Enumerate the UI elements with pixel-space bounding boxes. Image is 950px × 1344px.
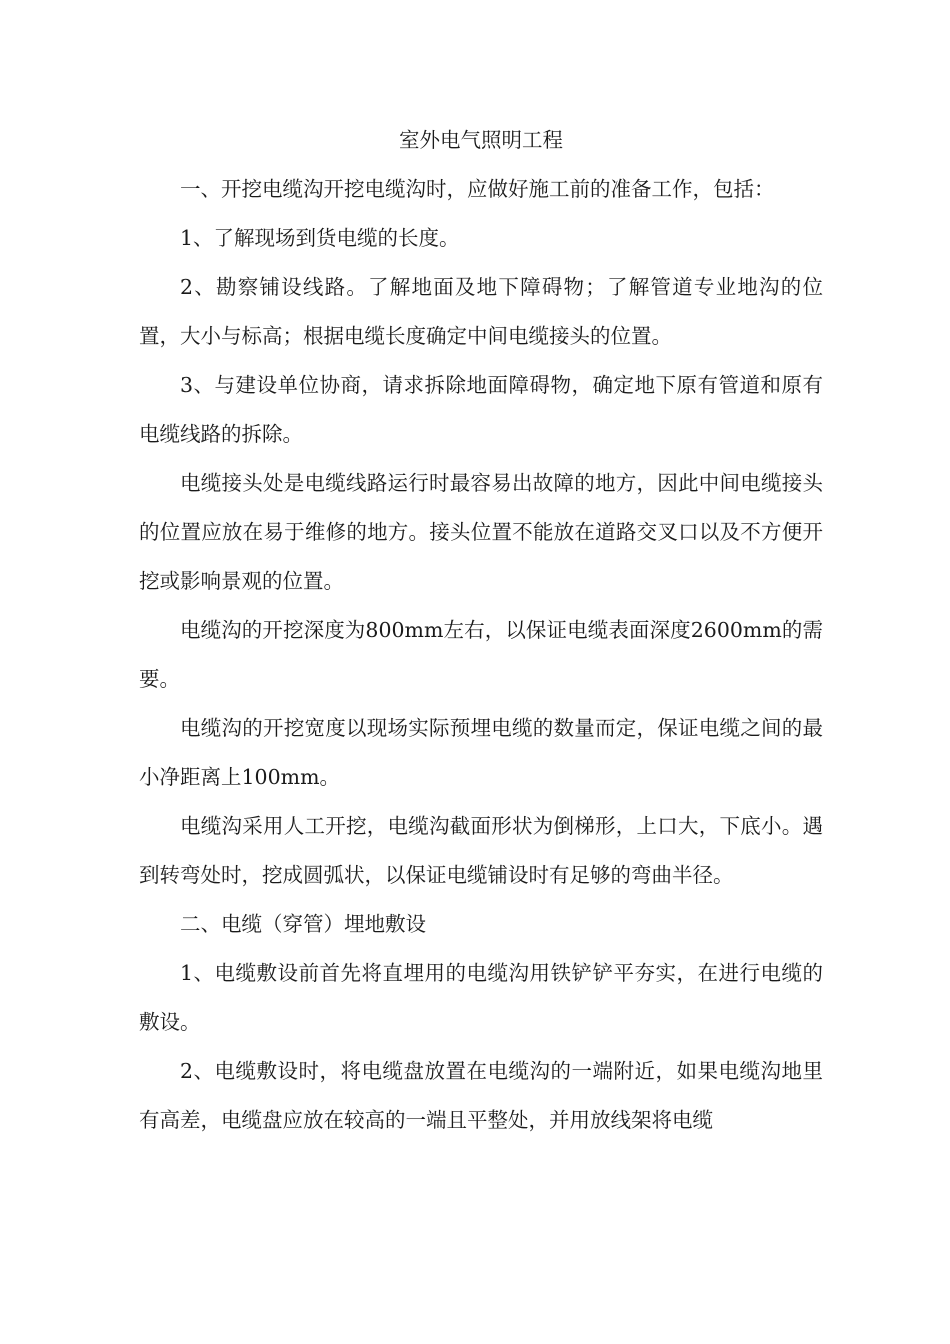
paragraph-10: 2、电缆敷设时，将电缆盘放置在电缆沟的一端附近，如果电缆沟地里有高差，电缆盘应放在较高的一端且平整处，并用放线架将电缆: [139, 1059, 823, 1132]
section-heading-2: 二、电缆（穿管）埋地敷设: [180, 912, 426, 936]
paragraph-5: 电缆接头处是电缆线路运行时最容易出故障的地方，因此中间电缆接头的位置应放在易于维修的地方。接头位置不能放在道路交叉口以及不方便开挖或影响景观的位置。: [139, 471, 823, 593]
paragraph-6: 电缆沟的开挖深度为800mm左右，以保证电缆表面深度2600mm的需要。: [139, 618, 823, 691]
paragraph-7: 电缆沟的开挖宽度以现场实际预埋电缆的数量而定，保证电缆之间的最小净距离上100mm。: [139, 716, 823, 789]
paragraph-1: 一、开挖电缆沟开挖电缆沟时，应做好施工前的准备工作，包括：: [180, 177, 775, 201]
document-body: [139, 116, 823, 1145]
document-title: 室外电气照明工程: [399, 128, 563, 152]
paragraph-3: 2、勘察铺设线路。了解地面及地下障碍物；了解管道专业地沟的位置，大小与标高；根据电缆长度确定中间电缆接头的位置。: [139, 275, 823, 348]
paragraph-2: 1、了解现场到货电缆的长度。: [180, 226, 460, 250]
paragraph-4: 3、与建设单位协商，请求拆除地面障碍物，确定地下原有管道和原有电缆线路的拆除。: [139, 373, 823, 446]
paragraph-8: 电缆沟采用人工开挖，电缆沟截面形状为倒梯形，上口大，下底小。遇到转弯处时，挖成圆弧状，以保证电缆铺设时有足够的弯曲半径。: [139, 814, 823, 887]
paragraph-9: 1、电缆敷设前首先将直埋用的电缆沟用铁铲铲平夯实，在进行电缆的敷设。: [139, 961, 823, 1034]
